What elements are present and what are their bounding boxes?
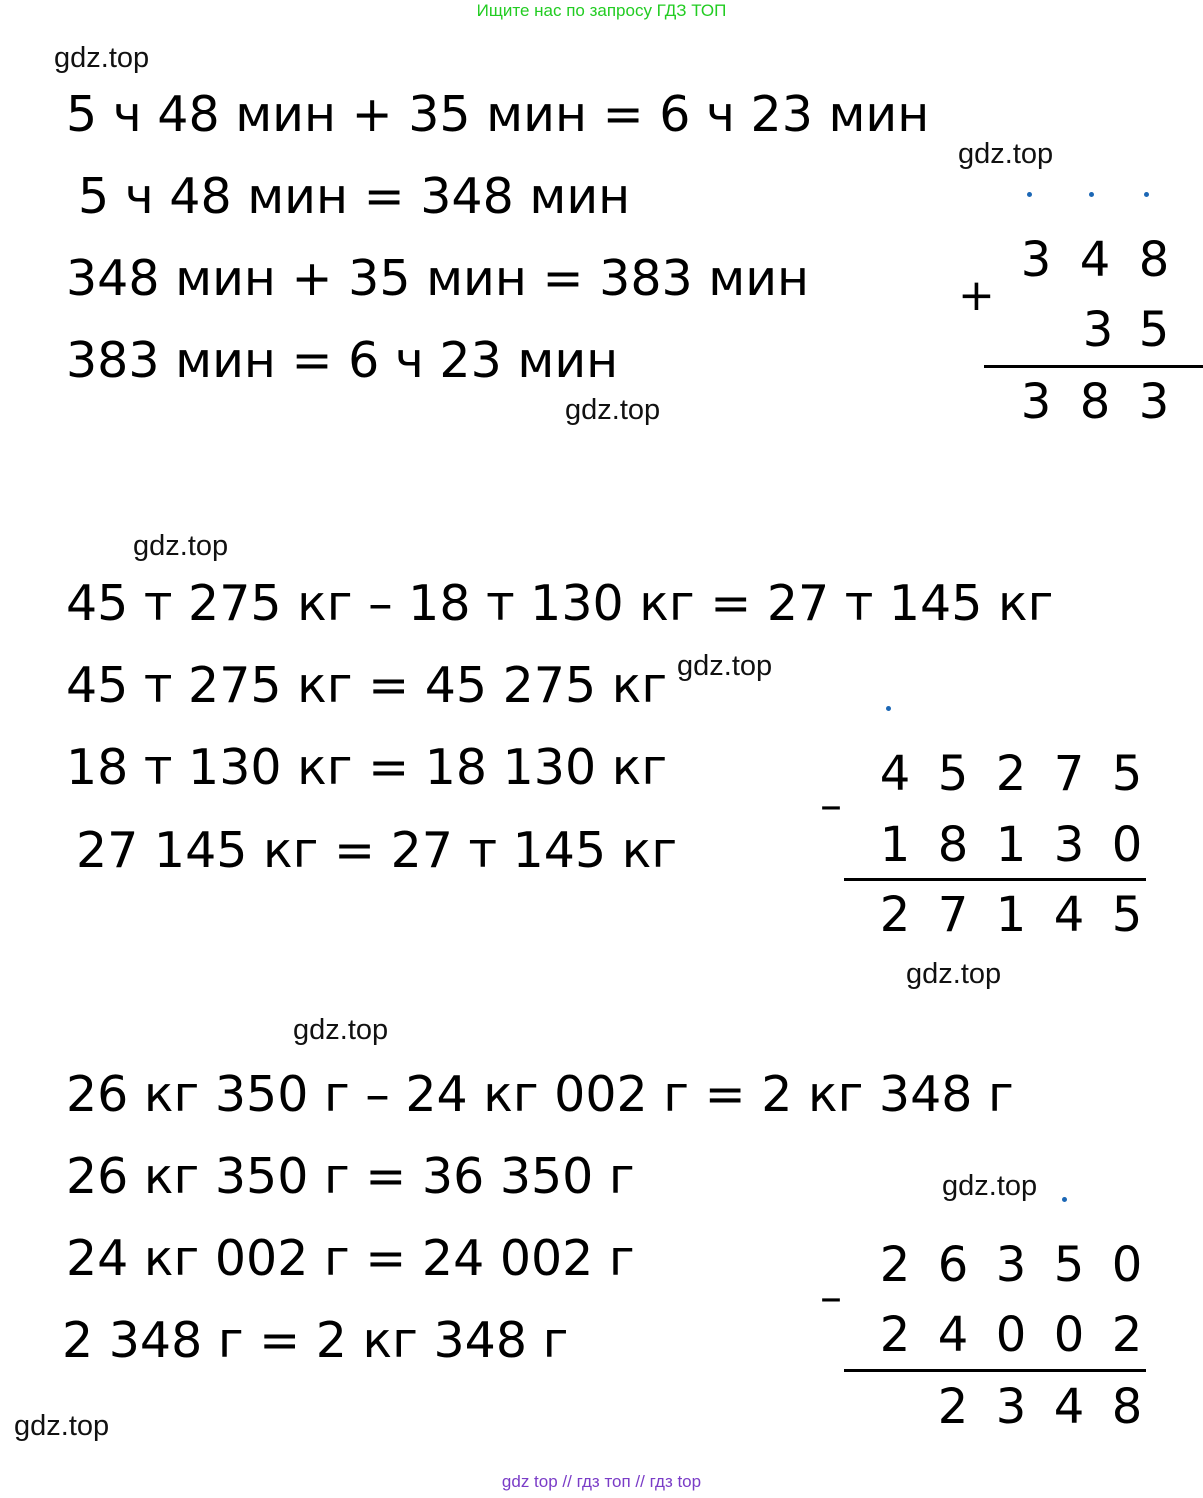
equation-line: 27 145 кг = 27 т 145 кг	[76, 822, 678, 879]
column-bottom-number	[866, 1307, 1156, 1363]
digit: 3	[1020, 232, 1052, 288]
equation-line: 45 т 275 кг – 18 т 130 кг = 27 т 145 кг	[66, 575, 1054, 632]
minus-operator: –	[820, 780, 842, 831]
watermark: gdz.top	[14, 1410, 110, 1442]
digit: 1	[995, 817, 1027, 873]
search-banner: Ищите нас по запросу ГДЗ ТОП	[476, 1, 727, 20]
digit: 4	[1079, 232, 1111, 288]
digit: 3	[995, 1237, 1027, 1293]
column-top-number	[1008, 232, 1182, 288]
column-top-number	[866, 746, 1156, 802]
digit: 8	[1138, 232, 1170, 288]
equation-line: 383 мин = 6 ч 23 мин	[66, 332, 619, 389]
digit: 0	[1053, 1307, 1085, 1363]
digit: 5	[1053, 1237, 1085, 1293]
equation-line: 5 ч 48 мин = 348 мин	[78, 168, 631, 225]
watermark: gdz.top	[906, 958, 1002, 990]
minus-operator: –	[820, 1272, 842, 1323]
digit: 4	[1053, 887, 1085, 943]
equation-line: 2 348 г = 2 кг 348 г	[62, 1312, 569, 1369]
digit: 5	[1138, 302, 1170, 358]
digit: 0	[1111, 817, 1143, 873]
column-result-number	[866, 887, 1156, 943]
digit: 8	[1111, 1379, 1143, 1435]
watermark: gdz.top	[293, 1014, 389, 1046]
plus-operator: +	[958, 270, 995, 321]
digit: 0	[1111, 1237, 1143, 1293]
column-bottom-number	[866, 817, 1156, 873]
equation-line: 26 кг 350 г = 36 350 г	[66, 1148, 635, 1205]
carry-dot	[1027, 192, 1032, 197]
digit: 6	[937, 1237, 969, 1293]
equation-line: 5 ч 48 мин + 35 мин = 6 ч 23 мин	[66, 86, 930, 143]
digit: 2	[879, 1237, 911, 1293]
watermark: gdz.top	[54, 42, 150, 74]
digit: 3	[1082, 302, 1114, 358]
footer-keywords: gdz top // гдз топ // гдз top	[501, 1472, 702, 1491]
digit: 7	[1053, 746, 1085, 802]
digit: 8	[937, 817, 969, 873]
carry-dot	[1089, 192, 1094, 197]
digit: 2	[879, 887, 911, 943]
digit: 3	[995, 1379, 1027, 1435]
watermark: gdz.top	[942, 1170, 1038, 1202]
digit: 3	[1138, 374, 1170, 430]
difference-line	[844, 878, 1146, 881]
digit: 8	[1079, 374, 1111, 430]
column-top-number	[866, 1237, 1156, 1293]
watermark: gdz.top	[565, 394, 661, 426]
borrow-dot	[886, 706, 891, 711]
digit: 7	[937, 887, 969, 943]
digit: 5	[937, 746, 969, 802]
digit: 3	[1020, 374, 1052, 430]
sum-line	[984, 365, 1203, 368]
digit: 4	[879, 746, 911, 802]
digit: 0	[995, 1307, 1027, 1363]
difference-line	[844, 1369, 1146, 1372]
digit: 1	[879, 817, 911, 873]
watermark: gdz.top	[133, 530, 229, 562]
digit: 3	[1053, 817, 1085, 873]
equation-line: 45 т 275 кг = 45 275 кг	[66, 657, 668, 714]
digit: 2	[1111, 1307, 1143, 1363]
column-result-number	[924, 1379, 1156, 1435]
watermark: gdz.top	[958, 138, 1054, 170]
equation-line: 24 кг 002 г = 24 002 г	[66, 1230, 635, 1287]
digit: 5	[1111, 887, 1143, 943]
digit: 2	[879, 1307, 911, 1363]
column-result-number	[1008, 374, 1182, 430]
watermark: gdz.top	[677, 650, 773, 682]
equation-line: 18 т 130 кг = 18 130 кг	[66, 739, 668, 796]
digit: 4	[1053, 1379, 1085, 1435]
digit: 2	[937, 1379, 969, 1435]
digit: 5	[1111, 746, 1143, 802]
column-bottom-number	[1070, 302, 1182, 358]
digit: 4	[937, 1307, 969, 1363]
equation-line: 26 кг 350 г – 24 кг 002 г = 2 кг 348 г	[66, 1066, 1014, 1123]
borrow-dot	[1062, 1197, 1067, 1202]
digit: 1	[995, 887, 1027, 943]
carry-dot	[1144, 192, 1149, 197]
digit: 2	[995, 746, 1027, 802]
equation-line: 348 мин + 35 мин = 383 мин	[66, 250, 810, 307]
